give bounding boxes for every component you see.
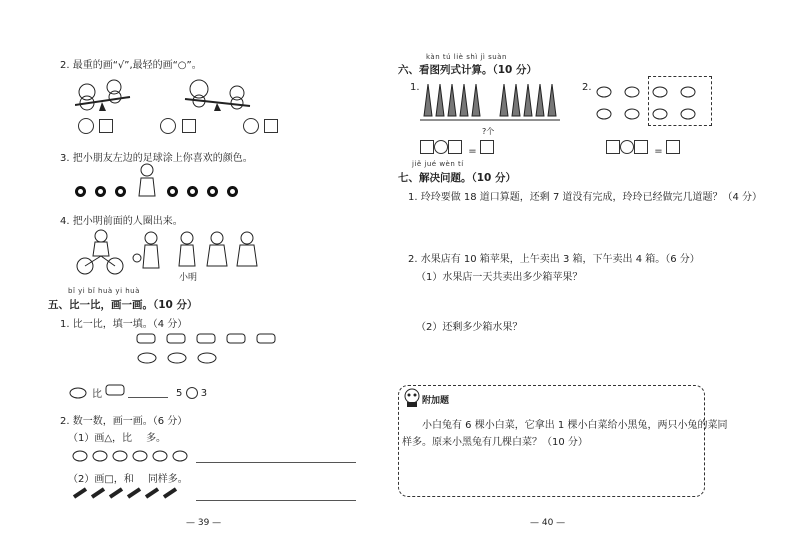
compare-circle[interactable] <box>186 387 198 399</box>
q7-2-text: 2. 水果店有 10 箱苹果，上午卖出 3 箱，下午卖出 4 箱。（6 分） <box>408 254 700 265</box>
question-mark-label: ?个 <box>482 127 495 136</box>
children-row <box>75 228 275 276</box>
corn-illustration <box>420 80 560 122</box>
football-icon[interactable] <box>95 186 106 197</box>
answer-box[interactable] <box>420 140 434 154</box>
cat-icon <box>79 80 121 110</box>
compare-right-number: 3 <box>200 388 208 399</box>
snail-icon <box>73 451 187 461</box>
mascot-icon <box>403 388 421 408</box>
q7-1-text: 1. 玲玲要做 18 道口算题，还剩 7 道没有完成，玲玲已经做完几道题？（4 分） <box>408 192 763 203</box>
cow-icon <box>104 383 126 399</box>
answer-box[interactable] <box>182 119 196 133</box>
girl-icon <box>137 162 157 200</box>
boy-icon <box>133 232 159 268</box>
football-icon[interactable] <box>167 186 178 197</box>
q6-2-label: 2. <box>582 82 592 93</box>
equation-2: = <box>606 140 680 157</box>
answer-line[interactable] <box>128 397 168 398</box>
compare-bi: 比 <box>92 389 102 400</box>
compare-5-3 <box>176 387 207 399</box>
football-icon[interactable] <box>115 186 126 197</box>
football-icon[interactable] <box>207 186 218 197</box>
girl-icon <box>237 232 257 266</box>
football-icon[interactable] <box>75 186 86 197</box>
q7-2-2-text: （2）还剩多少箱水果？ <box>416 322 523 333</box>
answer-box[interactable] <box>480 140 494 154</box>
sec5-title: 五、比一比，画一画。（10 分） <box>48 299 198 311</box>
sec5-pinyin: bǐ yi bǐ huà yi huà <box>68 287 140 295</box>
sheep-icon <box>138 353 216 363</box>
answer-line[interactable] <box>196 462 356 463</box>
page-number-left: — 39 — <box>186 518 222 528</box>
answer-box[interactable] <box>634 140 648 154</box>
operator-circle[interactable] <box>620 140 634 154</box>
sec6-title: 六、看图列式计算。（10 分） <box>398 64 538 76</box>
cow-icon <box>137 334 275 343</box>
answer-box[interactable] <box>666 140 680 154</box>
sec7-pinyin: jiě jué wèn tí <box>412 160 464 168</box>
duck-icon <box>597 87 695 119</box>
q3-text: 3. 把小朋友左边的足球涂上你喜欢的颜色。 <box>60 153 253 164</box>
operator-circle[interactable] <box>434 140 448 154</box>
answer-box[interactable] <box>606 140 620 154</box>
snail-row <box>72 448 192 462</box>
compare-left-number: 5 <box>176 388 183 399</box>
pencil-icon <box>74 489 176 497</box>
bonus-line1: 小白兔有 6 棵小白菜，它拿出 1 棵小白菜给小黑兔，两只小兔的菜同 <box>422 420 728 431</box>
bonus-line2: 样多。原来小黑兔有几棵白菜？（10 分） <box>402 437 588 448</box>
bonus-label: 附加题 <box>422 396 450 406</box>
answer-box[interactable] <box>264 119 278 133</box>
q5-2-2-text: （2）画□，和 同样多。 <box>68 474 188 485</box>
animals-group <box>135 330 285 372</box>
q5-2-text: 2. 数一数，画一画。（6 分） <box>60 416 188 427</box>
seesaw-illustration <box>75 75 275 115</box>
sheep-icon <box>68 385 88 399</box>
pencil-row <box>72 487 190 499</box>
answer-row <box>78 118 278 134</box>
sec6-pinyin: kàn tú liè shì jì suàn <box>426 53 507 61</box>
q7-2-1-text: （1）水果店一天共卖出多少箱苹果？ <box>416 272 583 283</box>
q5-1-text: 1. 比一比，填一填。（4 分） <box>60 319 188 330</box>
duck-illustration <box>594 78 714 124</box>
football-icon[interactable] <box>187 186 198 197</box>
page-number-right: — 40 — <box>530 518 566 528</box>
xiaoming-label: 小明 <box>179 273 198 283</box>
q4-text: 4. 把小明前面的人圈出来。 <box>60 216 183 227</box>
corn-icon <box>424 84 556 116</box>
q2-text: 2. 最重的画“√”,最轻的画“○”。 <box>60 60 202 71</box>
equation-1: = <box>420 140 494 157</box>
answer-box[interactable] <box>99 119 113 133</box>
girl-icon <box>207 232 227 266</box>
football-icon[interactable] <box>227 186 238 197</box>
xiaoming-icon <box>179 232 195 266</box>
q6-1-label: 1. <box>410 82 420 93</box>
answer-box[interactable] <box>448 140 462 154</box>
sec7-title: 七、解决问题。（10 分） <box>398 172 517 184</box>
bicycle-boy-icon <box>77 230 123 274</box>
football-row <box>75 186 265 200</box>
answer-line[interactable] <box>196 500 356 501</box>
q5-2-1-text: （1）画△，比 多。 <box>68 433 167 444</box>
